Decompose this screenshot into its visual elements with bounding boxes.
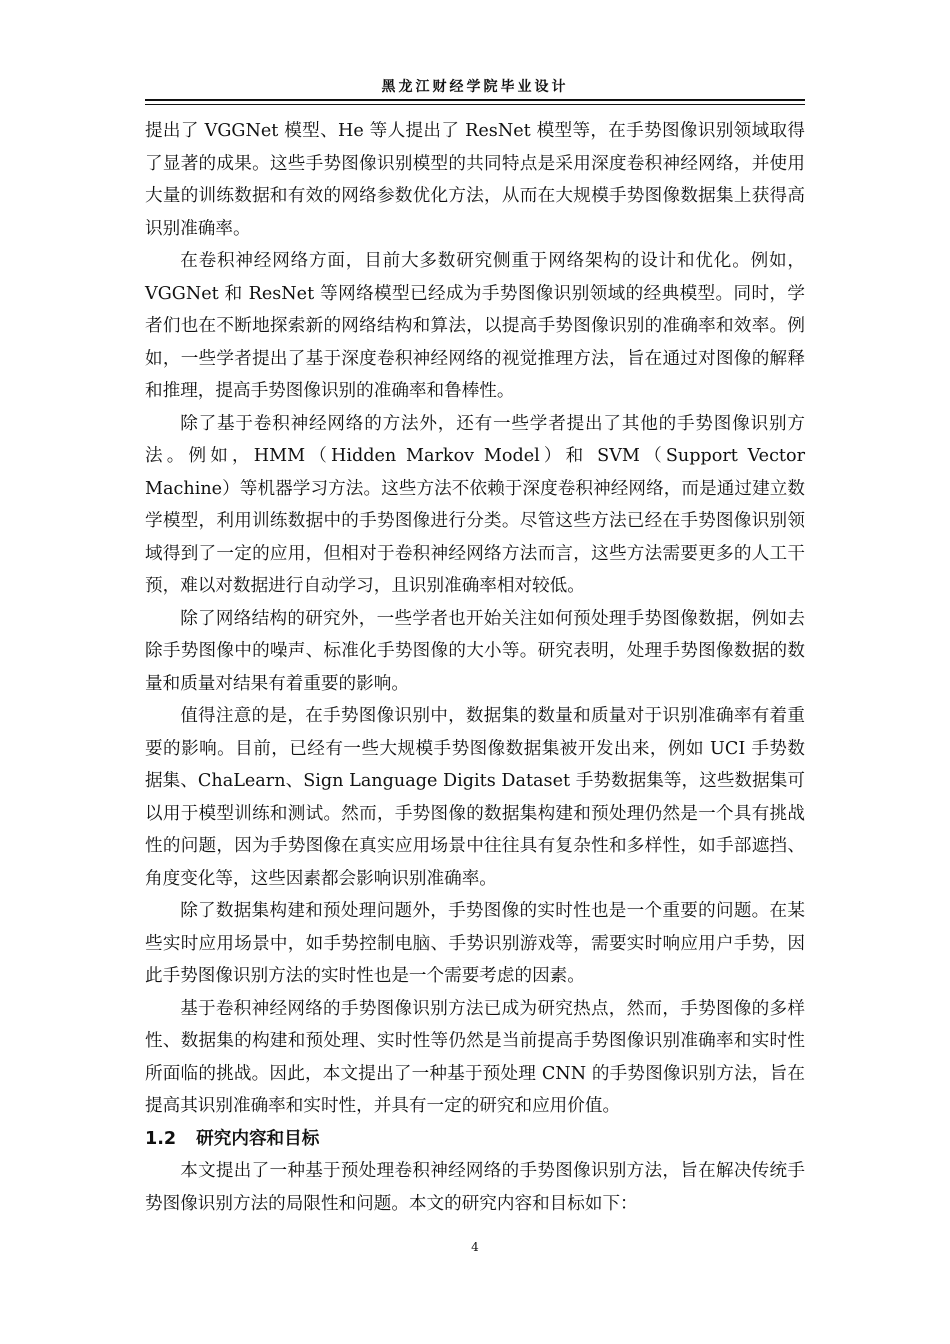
section-title: 研究内容和目标 (196, 1128, 320, 1149)
running-header: 黑龙江财经学院毕业设计 (381, 79, 569, 95)
section-heading (145, 1123, 805, 1156)
paragraph: 除了网络结构的研究外，一些学者也开始关注如何预处理手势图像数据，例如去除手势图像中的噪声、标准化手势图像的大小等。研究表明，处理手势图像数据的数量和质量对结果有着重要的影响。 (145, 608, 805, 694)
header-rule-thin (145, 104, 805, 105)
section-number: 1.2 (145, 1128, 177, 1149)
page-number: 4 (471, 1240, 479, 1254)
paragraph: 提出了 VGGNet 模型、He 等人提出了 ResNet 模型等，在手势图像识别领域取得了显著的成果。这些手势图像识别模型的共同特点是采用深度卷积神经网络，并使用大量的训练数据和有效的网络参数优化方法，从而在大规模手势图像数据集上获得高识别准确率。 (145, 121, 805, 239)
header-rule-thick (145, 99, 805, 101)
paragraph: 在卷积神经网络方面，目前大多数研究侧重于网络架构的设计和优化。例如，VGGNet 和 ResNet 等网络模型已经成为手势图像识别领域的经典模型。同时，学者们也在不断地探索新的网络结构和算法，以提高手势图像识别的准确率和效率。例如，一些学者提出了基于深度卷积神经网络的视觉推理方法，旨在通过对图像的解释和推理，提高手势图像识别的准确率和鲁棒性。 (145, 251, 805, 401)
paragraph: 除了基于卷积神经网络的方法外，还有一些学者提出了其他的手势图像识别方法。例如，HMM（Hidden Markov Model）和 SVM（Support Vector Machine）等机器学习方法。这些方法不依赖于深度卷积神经网络，而是通过建立数学模型，利用训练数据中的手势图像进行分类。尽管这些方法已经在手势图像识别领域得到了一定的应用，但相对于卷积神经网络方法而言，这些方法需要更多的人工干预，难以对数据进行自动学习，且识别准确率相对较低。 (145, 413, 805, 596)
paragraph: 值得注意的是，在手势图像识别中，数据集的数量和质量对于识别准确率有着重要的影响。目前，已经有一些大规模手势图像数据集被开发出来，例如 UCI 手势数据集、ChaLearn、Sign Language Digits Dataset 手势数据集等，这些数据集可以用于模型训练和测试。然而，手势图像的数据集构建和预处理仍然是一个具有挑战性的问题，因为手势图像在真实应用场景中往往具有复杂性和多样性，如手部遮挡、角度变化等，这些因素都会影响识别准确率。 (145, 706, 805, 889)
body-text (145, 115, 805, 1220)
paragraph: 本文提出了一种基于预处理卷积神经网络的手势图像识别方法，旨在解决传统手势图像识别方法的局限性和问题。本文的研究内容和目标如下： (145, 1161, 805, 1214)
paragraph: 除了数据集构建和预处理问题外，手势图像的实时性也是一个重要的问题。在某些实时应用场景中，如手势控制电脑、手势识别游戏等，需要实时响应用户手势，因此手势图像识别方法的实时性也是一个需要考虑的因素。 (145, 901, 805, 986)
paragraph: 基于卷积神经网络的手势图像识别方法已成为研究热点，然而，手势图像的多样性、数据集的构建和预处理、实时性等仍然是当前提高手势图像识别准确率和实时性所面临的挑战。因此，本文提出了一种基于预处理 CNN 的手势图像识别方法，旨在提高其识别准确率和实时性，并具有一定的研究和应用价值。 (145, 998, 805, 1116)
